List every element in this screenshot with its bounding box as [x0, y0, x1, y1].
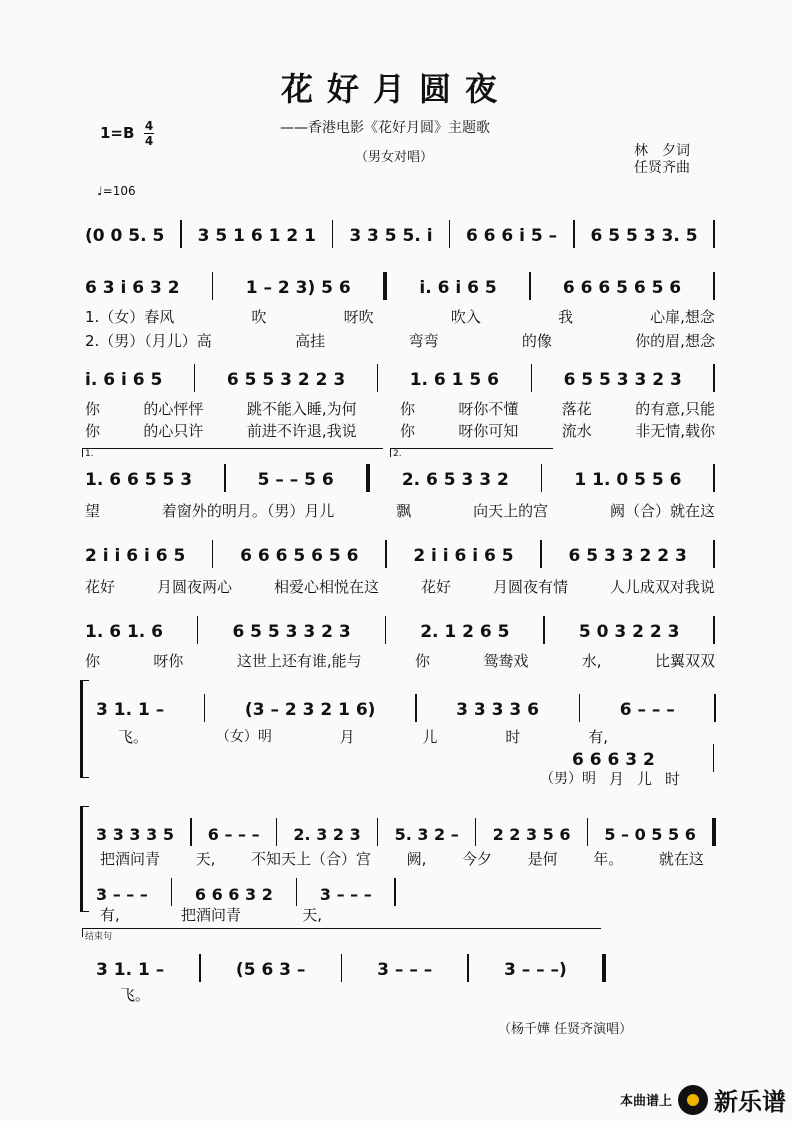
- measure: 6 6 6 3 2: [194, 885, 273, 904]
- key-signature: 1=B: [100, 124, 135, 142]
- measure: 3 – – –: [377, 960, 433, 980]
- lyric-line-12: 飞。: [120, 986, 151, 1004]
- measure: (3 – 2 3 2 1 6): [244, 700, 376, 720]
- measure: 6 5 5 3 2 2 3: [226, 370, 346, 390]
- composer-credit: 任贤齐曲: [634, 160, 690, 176]
- brand-name: 新乐谱: [714, 1088, 786, 1116]
- measure: 6 5 3 3 2 2 3: [568, 546, 687, 566]
- measure: 6 6 6 i 5 –: [465, 226, 558, 246]
- score-system-7: [96, 694, 716, 720]
- system-bracket: [80, 680, 89, 778]
- lyric-line-9: （男）明 月 儿 时: [540, 770, 680, 788]
- measure: 3 – – –: [319, 885, 372, 904]
- measure: 3 – – –: [96, 885, 148, 904]
- measure: (0 0 5. 5: [85, 226, 165, 246]
- measure: 3 3 5 5. i: [349, 226, 433, 246]
- score-system-2: [85, 272, 715, 298]
- measure: 6 6 6 5 6 5 6: [240, 546, 359, 566]
- measure: 3 1. 1 –: [96, 960, 165, 980]
- measure: 3 3 3 3 5: [96, 825, 174, 844]
- song-subtitle: ——香港电影《花好月圆》主题歌: [280, 120, 490, 136]
- measure: 3 3 3 3 6: [456, 700, 539, 720]
- singer-credit: （杨千嬅 任贤齐演唱）: [498, 1022, 633, 1037]
- measure: 5 – 0 5 5 6: [604, 825, 696, 844]
- system-bracket: [80, 806, 89, 912]
- lyric-line-5: 望 着窗外的明月。（男）月儿 飘 向天上的宫 阙（合）就在这: [85, 502, 715, 520]
- song-title: 花好月圆夜: [280, 70, 511, 108]
- lyric-line-11: 有, 把酒问青 天,: [100, 906, 322, 924]
- measure: 2. 3 2 3: [293, 825, 361, 844]
- score-system-4: [85, 464, 715, 490]
- measure: 2 i i 6 i 6 5: [413, 546, 514, 566]
- measure: 1. 6 6 5 5 3: [85, 470, 193, 490]
- score-system-5: [85, 540, 715, 566]
- upload-text: 本曲谱上: [619, 1094, 672, 1109]
- first-ending: 1.: [82, 448, 383, 457]
- measure: i. 6 i 6 5: [85, 370, 163, 390]
- measure: 1. 6 1 5 6: [409, 370, 499, 390]
- score-system-3: [85, 364, 715, 390]
- lyric-line-1: 1.（女）春风 吹 呀吹 吹入 我 心扉,想念: [85, 308, 715, 326]
- second-ending: 2.: [390, 448, 553, 457]
- measure: 6 5 5 3 3 2 3: [232, 622, 351, 642]
- measure: 6 – – –: [619, 700, 675, 720]
- score-system-7b: [572, 744, 714, 770]
- watermark: [620, 1082, 786, 1117]
- measure: 5 0 3 2 2 3: [578, 622, 680, 642]
- score-system-8b: [96, 878, 396, 904]
- tempo-marking: ♩=106: [97, 184, 136, 198]
- measure: 2. 6 5 3 3 2: [401, 470, 509, 490]
- measure: 5 – – 5 6: [257, 470, 334, 490]
- lyricist-credit: 林 夕词: [634, 143, 690, 159]
- lyric-line-2: 2.（男）（月儿）高 高挂 弯弯 的像 你的眉,想念: [85, 332, 715, 350]
- measure: 5. 3 2 –: [394, 825, 459, 844]
- score-system-9: [96, 954, 606, 980]
- measure: i. 6 i 6 5: [419, 278, 497, 298]
- measure: 6 5 5 3 3 2 3: [563, 370, 682, 390]
- lyric-line-8: 飞。 （女）明 月 儿 时 有,: [118, 728, 608, 746]
- measure: (5 6 3 –: [235, 960, 306, 980]
- measure: 6 6 6 3 2: [572, 750, 655, 770]
- measure: 6 6 6 5 6 5 6: [562, 278, 682, 298]
- score-system-8: [96, 818, 716, 844]
- measure: 1 1. 0 5 5 6: [574, 470, 682, 490]
- record-icon: [678, 1085, 708, 1115]
- measure: 6 3 i 6 3 2: [85, 278, 180, 298]
- lyric-line-3: 你 的心怦怦 跳不能入睡,为何 你 呀你不懂 落花 的有意,只能: [85, 400, 715, 418]
- lyric-line-4: 你 的心只许 前进不许退,我说 你 呀你可知 流水 非无情,载你: [85, 422, 715, 440]
- measure: 3 5 1 6 1 2 1: [197, 226, 316, 246]
- time-signature: 4 4: [144, 119, 154, 148]
- measure: 1 – 2 3) 5 6: [245, 278, 351, 298]
- measure: 3 1. 1 –: [96, 700, 165, 720]
- performance-note: （男女对唱）: [355, 150, 434, 165]
- measure: 1. 6 1. 6: [85, 622, 163, 642]
- ending-bracket: 结束句: [82, 928, 601, 937]
- measure: 3 – – –): [503, 960, 567, 980]
- measure: 2 2 3 5 6: [492, 825, 571, 844]
- measure: 6 5 5 3 3. 5: [590, 226, 698, 246]
- measure: 2. 1 2 6 5: [420, 622, 510, 642]
- lyric-line-7: 你 呀你 这世上还有谁,能与 你 鸳鸯戏 水, 比翼双双: [85, 652, 715, 670]
- lyric-line-6: 花好 月圆夜两心 相爱心相悦在这 花好 月圆夜有情 人儿成双对我说: [85, 578, 715, 596]
- score-system-6: [85, 616, 715, 642]
- measure: 6 – – –: [207, 825, 260, 844]
- lyric-line-10: 把酒问青 天, 不知天上（合）宫 阙, 今夕 是何 年。 就在这: [100, 850, 704, 868]
- score-system-1: [85, 220, 715, 246]
- measure: 2 i i 6 i 6 5: [85, 546, 186, 566]
